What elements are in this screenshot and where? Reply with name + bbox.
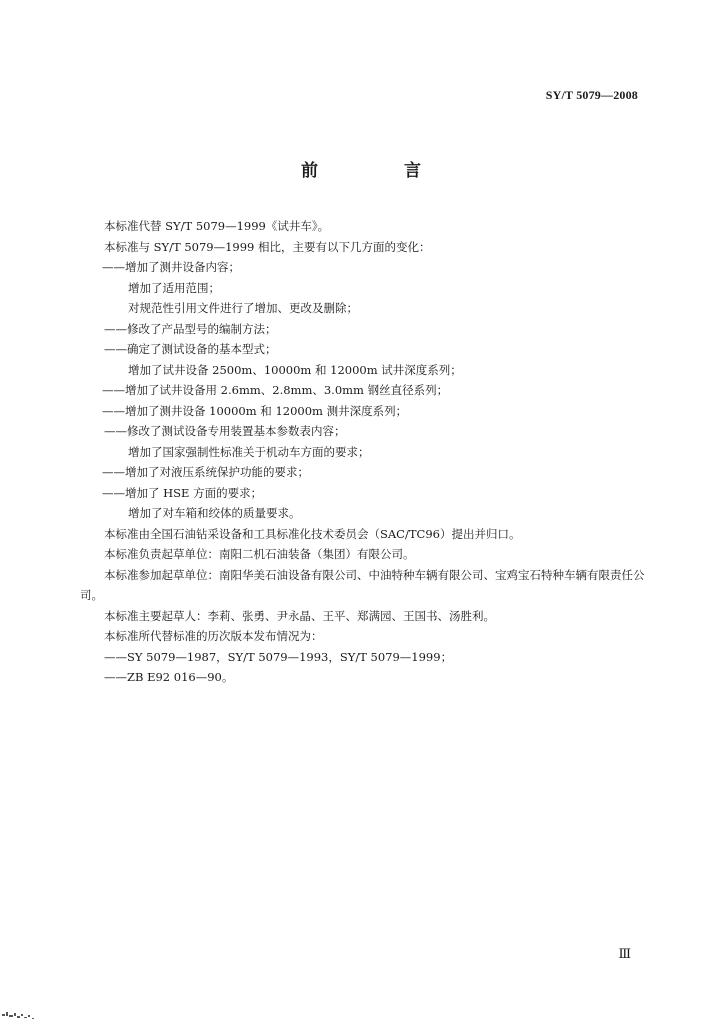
scan-artifact-mark — [0, 1008, 52, 1022]
list-item: ——增加了测井设备 10000m 和 12000m 测井深度系列； — [102, 403, 408, 418]
page-title: 前 言 — [301, 161, 461, 181]
paragraph: 本标准参加起草单位：南阳华美石油设备有限公司、中油特种车辆有限公司、宝鸡宝石特种车辆有限责任公司。 — [80, 567, 645, 602]
standard-code: SY/T 5079—2008 — [545, 88, 638, 102]
list-item: ——修改了测试设备专用装置基本参数表内容； — [104, 424, 346, 438]
paragraph: 本标准与 SY/T 5079—1999 相比，主要有以下几方面的变化： — [104, 239, 431, 254]
page-number: Ⅲ — [618, 946, 630, 961]
list-item: 对规范性引用文件进行了增加、更改及删除； — [128, 301, 358, 315]
list-item: ——修改了产品型号的编制方法； — [104, 321, 277, 336]
list-item: ——增加了试井设备用 2.6mm、2.8mm、3.0mm 钢丝直径系列； — [102, 383, 449, 397]
foreword-body — [80, 216, 645, 688]
list-item: ——增加了 HSE 方面的要求； — [102, 485, 263, 500]
list-item: ——增加了对液压系统保护功能的要求； — [102, 465, 309, 479]
list-item: 增加了适用范围； — [128, 280, 220, 295]
paragraph: 本标准所代替标准的历次版本发布情况为： — [104, 629, 323, 643]
list-item: ——增加了测井设备内容； — [102, 260, 240, 274]
list-item: ——SY 5079—1987，SY/T 5079—1993，SY/T 5079—1999； — [104, 649, 453, 664]
paragraph: 本标准代替 SY/T 5079—1999《试井车》。 — [104, 219, 330, 233]
paragraph: 本标准由全国石油钻采设备和工具标准化技术委员会（SAC/TC96）提出并归口。 — [104, 526, 521, 541]
list-item: 增加了试井设备 2500m、10000m 和 12000m 试井深度系列； — [128, 362, 462, 377]
list-item: 增加了国家强制性标准关于机动车方面的要求； — [128, 444, 370, 459]
paragraph: 本标准负责起草单位：南阳二机石油装备（集团）有限公司。 — [104, 547, 415, 561]
paragraph: 本标准主要起草人：李莉、张勇、尹永晶、王平、郑满园、王国书、汤胜利。 — [104, 608, 495, 623]
list-item: ——ZB E92 016—90。 — [104, 670, 234, 684]
list-item: ——确定了测试设备的基本型式； — [104, 342, 277, 356]
list-item: 增加了对车箱和绞体的质量要求。 — [128, 506, 301, 520]
